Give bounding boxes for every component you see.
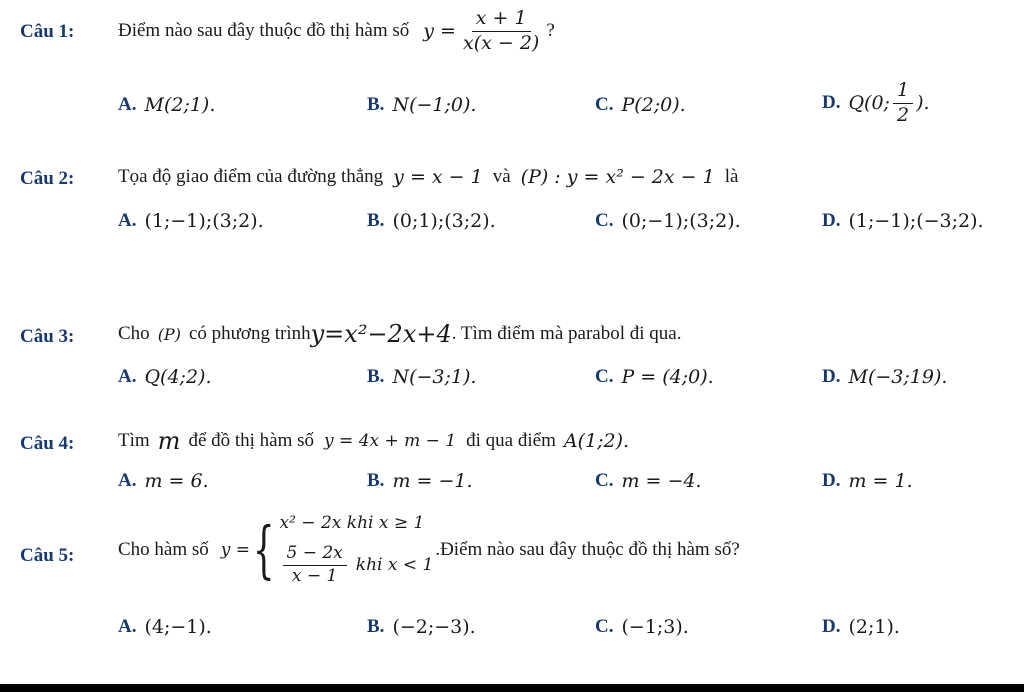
line-equation: y = x − 1 (393, 166, 483, 188)
bottom-border (0, 684, 1024, 692)
question-text: Tọa độ giao điểm của đường thẳng (118, 166, 384, 187)
option-c[interactable] (595, 616, 689, 638)
parabola-name: (P) (157, 324, 181, 344)
question-stem (118, 320, 681, 348)
question-text: Cho hàm số (118, 539, 209, 560)
conjunction: và (492, 166, 511, 187)
option-letter: D. (822, 210, 841, 231)
option-d[interactable] (822, 616, 900, 638)
option-letter: A. (118, 94, 137, 115)
question-label: Câu 2: (20, 168, 75, 189)
question-tail: là (724, 166, 739, 187)
option-text-pre: Q(0; (848, 92, 890, 115)
option-text: (0;−1);(3;2). (621, 210, 741, 232)
option-a[interactable] (118, 616, 212, 638)
question-text: để đồ thị hàm số (188, 430, 315, 451)
option-letter: A. (118, 616, 137, 637)
question-text: đi qua điểm (466, 430, 556, 451)
parabola-equation: y=x²−2x+4 (310, 320, 452, 348)
case-1: x² − 2x khi x ≥ 1 (279, 513, 425, 533)
option-text: m = −1. (392, 470, 473, 492)
option-letter: C. (595, 470, 614, 491)
option-letter: C. (595, 94, 614, 115)
option-letter: B. (367, 366, 385, 387)
function-fraction (459, 8, 543, 55)
question-stem (118, 8, 555, 55)
option-d[interactable] (822, 470, 913, 492)
option-fraction (893, 80, 913, 127)
option-c[interactable] (595, 470, 702, 492)
question-mark: ? (546, 20, 555, 42)
case-2-fraction (283, 544, 347, 586)
option-text: (2;1). (848, 616, 900, 638)
option-letter: D. (822, 616, 841, 637)
question-text: có phương trình (188, 323, 311, 344)
question-stem (118, 166, 738, 188)
question-text: Điểm nào sau đây thuộc đồ thị hàm số (118, 20, 410, 42)
question-text: Cho (118, 323, 150, 344)
option-letter: B. (367, 616, 385, 637)
option-text: M(2;1). (144, 94, 216, 116)
left-brace-icon: { (252, 513, 275, 586)
option-d[interactable] (822, 210, 984, 232)
option-letter: C. (595, 210, 614, 231)
option-text: N(−3;1). (392, 366, 477, 388)
function-lhs: y = (423, 20, 456, 43)
case-2 (280, 538, 434, 592)
question-text: Tìm (118, 430, 150, 451)
question-label: Câu 4: (20, 433, 75, 454)
fraction-numerator: 1 (893, 80, 913, 104)
question-stem (118, 427, 629, 455)
option-c[interactable] (595, 366, 714, 388)
option-letter: B. (367, 470, 385, 491)
option-b[interactable] (367, 94, 476, 116)
option-letter: D. (822, 366, 841, 387)
case-2-condition: khi x < 1 (355, 555, 434, 575)
option-c[interactable] (595, 210, 741, 232)
option-a[interactable] (118, 470, 209, 492)
option-text: (−1;3). (621, 616, 689, 638)
option-text: (0;1);(3;2). (392, 210, 496, 232)
option-b[interactable] (367, 366, 476, 388)
option-text-post: ). (916, 92, 930, 115)
piecewise-cases (280, 508, 434, 592)
option-a[interactable] (118, 210, 264, 232)
option-text: m = −4. (621, 470, 702, 492)
option-b[interactable] (367, 210, 496, 232)
line-equation: y = 4x + m − 1 (324, 431, 457, 451)
question-stem (118, 508, 740, 592)
option-text: m = 1. (848, 470, 913, 492)
option-a[interactable] (118, 366, 212, 388)
option-text: (−2;−3). (392, 616, 476, 638)
option-letter: D. (822, 470, 841, 491)
option-letter: C. (595, 366, 614, 387)
option-c[interactable] (595, 94, 686, 116)
parameter-m: m (157, 427, 181, 455)
option-d[interactable] (822, 366, 947, 388)
fraction-denominator: x − 1 (291, 565, 338, 586)
option-a[interactable] (118, 94, 215, 116)
option-d[interactable] (822, 80, 930, 127)
option-text: (4;−1). (144, 616, 212, 638)
question-label: Câu 1: (20, 21, 75, 42)
option-b[interactable] (367, 470, 473, 492)
fraction-denominator: 2 (896, 103, 910, 126)
question-label: Câu 3: (20, 326, 75, 347)
option-text: P(2;0). (621, 94, 686, 116)
option-letter: A. (118, 470, 137, 491)
fraction-numerator: x + 1 (472, 8, 531, 32)
option-text: m = 6. (144, 470, 209, 492)
fraction-denominator: x(x − 2) (462, 31, 540, 54)
option-b[interactable] (367, 616, 476, 638)
question-label: Câu 5: (20, 545, 75, 566)
question-text: .Điểm nào sau đây thuộc đồ thị hàm số? (435, 539, 740, 560)
option-text: (1;−1);(−3;2). (848, 210, 984, 232)
question-text: . Tìm điểm mà parabol đi qua. (451, 323, 682, 344)
function-lhs: y = (220, 540, 251, 560)
point-a: A(1;2). (563, 430, 630, 452)
option-letter: A. (118, 366, 137, 387)
option-letter: D. (822, 92, 841, 114)
parabola-equation: (P) : y = x² − 2x − 1 (520, 166, 715, 188)
option-text: (1;−1);(3;2). (144, 210, 264, 232)
option-letter: B. (367, 94, 385, 115)
option-text: P = (4;0). (621, 366, 714, 388)
option-letter: B. (367, 210, 385, 231)
fraction-numerator: 5 − 2x (283, 544, 347, 566)
option-text: M(−3;19). (848, 366, 948, 388)
option-text: N(−1;0). (392, 94, 477, 116)
option-letter: A. (118, 210, 137, 231)
option-letter: C. (595, 616, 614, 637)
option-text: Q(4;2). (144, 366, 212, 388)
